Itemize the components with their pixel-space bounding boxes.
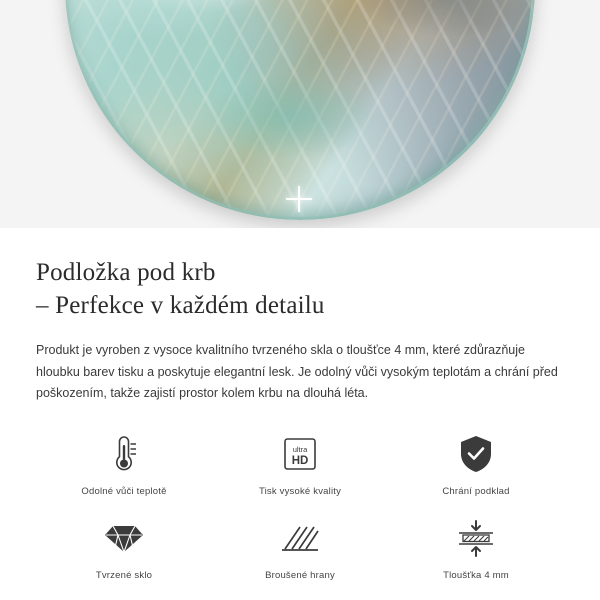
feature-item-print-quality <box>212 431 388 497</box>
description-paragraph: Produkt je vyroben z vysoce kvalitního tvrzeného skla o tloušťce 4 mm, které zdůrazňuje hloubku barev tisku a poskytuje elegantní lesk. Je odolný vůči vysokým teplotám a chrání před poškozením, takže zajistí prostor kolem krbu na dlouhá léta. <box>36 343 558 400</box>
thickness-icon <box>453 515 499 561</box>
feature-caption: Tvrzené sklo <box>95 569 153 581</box>
content-area <box>0 228 600 581</box>
round-marble-board-image <box>65 0 535 220</box>
feature-caption: Broušené hrany <box>265 569 335 581</box>
feature-caption: Tisk vysoké kvality <box>258 485 342 497</box>
diamond-icon <box>103 515 145 561</box>
feature-item-thickness <box>388 515 564 581</box>
hero-image <box>0 0 600 228</box>
svg-text:ultra: ultra <box>292 444 308 454</box>
feature-item-protects-surface <box>388 431 564 497</box>
feature-caption: Tloušťka 4 mm <box>443 569 509 581</box>
ultra-hd-icon <box>279 431 321 477</box>
polished-edges-icon <box>278 515 322 561</box>
feature-item-temperature <box>36 431 212 497</box>
svg-text:HD: HD <box>291 454 309 467</box>
feature-grid <box>36 431 564 581</box>
feature-item-tempered-glass <box>36 515 212 581</box>
headline-line-2: – Perfekce v každém detailu <box>36 292 325 319</box>
headline-line-1: Podložka pod krb <box>36 259 216 286</box>
shield-check-icon <box>456 431 496 477</box>
feature-caption: Chrání podklad <box>442 485 510 497</box>
feature-caption: Odolné vůči teplotě <box>81 485 167 497</box>
thermometer-icon <box>107 431 141 477</box>
page-title <box>36 256 564 322</box>
feature-item-polished-edges <box>212 515 388 581</box>
